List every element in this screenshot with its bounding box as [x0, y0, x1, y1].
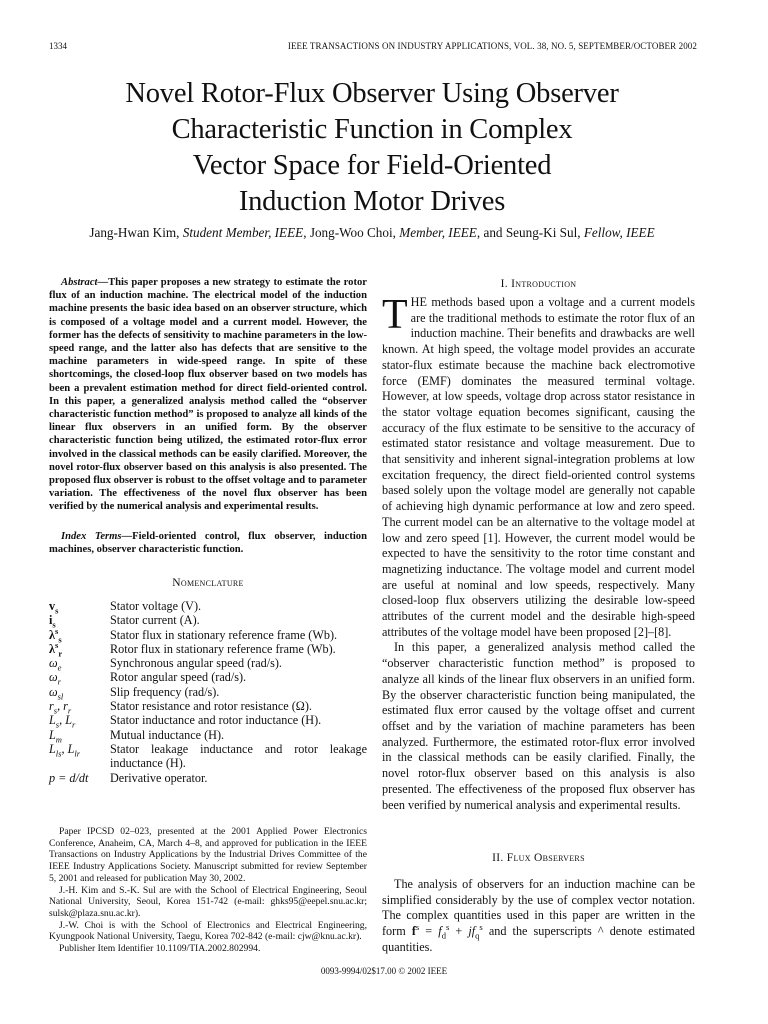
nomenclature-symbol: $\omega_e$ [49, 656, 62, 673]
index-terms-text: —Field-oriented control, flux observer, induction machines, observer characteristic function. [49, 531, 367, 556]
nomenclature-row [49, 713, 367, 730]
nomenclature-symbol: $\lambda^s_r$ [49, 639, 63, 659]
intro-body [382, 292, 695, 813]
abstract [49, 276, 367, 514]
author-list: Jang-Hwan Kim, Student Member, IEEE, Jong-Woo Choi, Member, IEEE, and Seung-Ki Sul, Fellow, IEEE [89, 225, 655, 240]
author-separator: , and [476, 225, 506, 240]
author-role: Member, IEEE [399, 225, 477, 240]
nomenclature-description: Slip frequency (rad/s). [110, 684, 220, 699]
nomenclature-description: Mutual inductance (H). [110, 727, 225, 742]
intro-paragraph: In this paper, a generalized analysis method called the “observer characteristic function method” is proposed to analyze all kinds of the linear flux observers in an unified form. By the observer characteristic function being manipulated, the estimated flux error caused by the voltage offset and current offset and by the variation of machine parameters has been analyzed. Furthermore, the estimated rotor-flux error involved in the classical methods can be easily clarified. Finally, the novel rotor-flux observer based on this analysis is also presented. The effectiveness of the proposed flux observer has been verified by numerical analysis and experimental results. [382, 640, 695, 812]
title-line: Characteristic Function in Complex [171, 114, 573, 145]
nomenclature-row [49, 727, 367, 745]
title-line: Vector Space for Field-Oriented [192, 150, 552, 181]
nomenclature-row [49, 639, 367, 659]
title-line: Novel Rotor-Flux Observer Using Observer [125, 78, 619, 109]
nomenclature-row [49, 771, 367, 785]
nomenclature-symbol: $r_s$, $r_r$ [49, 699, 72, 716]
footnote [49, 826, 367, 955]
paper-title [60, 76, 684, 220]
author-name: Seung-Ki Sul [505, 225, 578, 240]
drop-cap: T [382, 292, 408, 338]
nomenclature-symbol: $L_m$ [49, 727, 62, 745]
intro-heading [382, 278, 695, 290]
nomenclature-symbol: $L_s$, $L_r$ [49, 713, 76, 730]
nomenclature-row [49, 684, 367, 702]
section-title: Introduction [511, 278, 577, 290]
nomenclature-description: Stator current (A). [110, 613, 200, 628]
nomenclature-row [49, 613, 367, 630]
nomenclature-symbol: $\omega_r$ [49, 670, 61, 687]
section-title: Flux Observers [506, 852, 585, 864]
nomenclature-description: Stator inductance and rotor inductance (H). [110, 713, 322, 728]
nomenclature-description: Rotor angular speed (rad/s). [110, 670, 247, 685]
copyright-footer: 0093-9994/02$17.00 © 2002 IEEE [320, 966, 448, 976]
flux-text-a: The analysis of observers for an induction machine can be simplified considerably by the use of complex vector notation. The complex quantities used in this paper are written in the form [382, 877, 695, 939]
intro-paragraph-text: HE methods based upon a voltage and a current models are the traditional methods to estimate the rotor flux of an induction machine. Their benefits and drawbacks are well known. At high speed, the voltage model provides an accurate stator-flux estimate because the machine back electromotive force (EMF) dominates the measured terminal voltage. However, at low speeds, voltage drop across stator resistance in the stator voltage equation becomes significant, causing the accuracy of the flux estimate to be sensitive to the accuracy of estimated stator resistance and voltage measurement. Due to that sensitivity and inherent signal-integration problems at low excitation frequency, the direct field-oriented control systems based solely upon the voltage model are generally not capable of achieving high dynamic performance at low and zero speed. The current model can be an alternative to the voltage model at low and zero speed [1]. However, the current model would be expected to have the sensitivity to the rotor time constant and magnetizing inductance. The voltage model and current model are useful at nominal and low speeds, respectively. Many closed-loop flux observers utilizing the desirable low-speed attributes of the current model and the desirable high-speed attributes of the voltage model have been proposed [2]–[8]. [382, 295, 695, 639]
author-role: Student Member, IEEE [182, 225, 304, 240]
footnote-paragraph: Publisher Item Identifier 10.1109/TIA.2002.802994. [59, 943, 261, 955]
abstract-text: —This paper proposes a new strategy to estimate the rotor flux of an induction machine. The electrical model of the induction machine presents the basic idea based on an observer structure, which is composed of a voltage model and a current model. However, the former has the defects of sensitivity to machine parameters in the low-speed range, and the latter also has defects that are sensitive to the machine parameters in wide-speed range. In spite of these shortcomings, the closed-loop flux observer based on two models has been a prevalent estimation method for direct field-oriented control. In this paper, a generalized analysis method called the “observer characteristic function method” is proposed to analyze all kinds of the linear flux observers in an unified form. By the observer characteristic function being utilized, the estimated rotor-flux error involved in the classical methods can be easily clarified. Moreover, the novel rotor-flux observer based on this analysis is also presented. The proposed flux observer is robust to the offset voltage and to parameter variation. The effectiveness of the novel flux observer has been verified by the numerical analysis and experimental results. [49, 277, 367, 513]
nomenclature-heading: Nomenclature [172, 577, 244, 589]
page-number: 1334 [49, 41, 67, 51]
nomenclature-description: Stator flux in stationary reference frame (Wb). [110, 627, 338, 642]
index-terms-label: Index Terms [61, 531, 122, 542]
nomenclature-row [49, 670, 367, 687]
footnote-paragraph: J.-H. Kim and S.-K. Sul are with the School of Electrical Engineering, Seoul National University, Seoul, Korea 151-742 (e-mail: ghks95@eepel.snu.ac.kr; sulsk@plaza.snu.ac.kr). [49, 884, 367, 919]
nomenclature-description: Rotor flux in stationary reference frame (Wb). [110, 641, 336, 656]
nomenclature-description: Synchronous angular speed (rad/s). [110, 656, 282, 671]
nomenclature-row [49, 699, 367, 716]
footnote-paragraph: J.-W. Choi is with the School of Electronics and Electrical Engineering, Kyungpook National University, Taegu, Korea 702-842 (e-mail: cjw@knu.ac.kr). [49, 919, 367, 943]
section-number: II. [492, 852, 507, 864]
nomenclature-row [49, 599, 367, 616]
nomenclature-symbol: $\lambda^s_s$ [49, 625, 62, 645]
intro-paragraph [382, 292, 695, 640]
flux-body [382, 877, 695, 956]
section-number: I. [500, 278, 512, 290]
flux-text-b: and the superscripts ^ denote estimated quantities. [382, 924, 696, 954]
author-name: Jong-Woo Choi [309, 225, 393, 240]
flux-paragraph: The analysis of observers for an induction machine can be simplified considerably by the use of complex vector notation. The complex quantities used in this paper are written in the form $f^s = f_d^s + jf_q^s$ and the superscripts ^ denote estimated quantities. [382, 877, 696, 954]
nomenclature-table [49, 599, 367, 785]
nomenclature-symbol: $v_s$ [49, 599, 59, 616]
nomenclature-description: Stator leakage inductance and rotor leakage inductance (H). [110, 741, 367, 771]
author-name: Jang-Hwan Kim [89, 225, 177, 240]
nomenclature-symbol: $i_s$ [49, 613, 56, 630]
nomenclature-row [49, 625, 367, 645]
author-role: Fellow, IEEE [583, 225, 655, 240]
nomenclature-symbol: $\omega_{sl}$ [49, 684, 64, 702]
flux-heading [382, 852, 695, 864]
formula-vector: f [411, 924, 416, 939]
nomenclature-description: Stator voltage (V). [110, 599, 202, 613]
nomenclature-symbol: p = d/dt [49, 770, 89, 785]
nomenclature-row [49, 656, 367, 673]
nomenclature-description: Stator resistance and rotor resistance (Ω). [110, 699, 312, 714]
formula-sup: s [415, 922, 420, 933]
index-terms [49, 530, 367, 556]
journal-header: IEEE TRANSACTIONS ON INDUSTRY APPLICATIONS, VOL. 38, NO. 5, SEPTEMBER/OCTOBER 2002 [287, 41, 697, 51]
footnote-paragraph: Paper IPCSD 02–023, presented at the 2001 Applied Power Electronics Conference, Anaheim, CA, March 4–8, and approved for publication in the IEEE Transactions on Industry Applications by the Industrial Drives Committee of the IEEE Industry Applications Society. Manuscript submitted for review September 5, 2001 and released for publication May 30, 2002. [49, 826, 367, 884]
nomenclature-symbol: $L_{ls}$, $L_{lr}$ [49, 741, 81, 759]
abstract-label: Abstract [61, 277, 98, 288]
nomenclature-row [49, 742, 367, 771]
title-line: Induction Motor Drives [238, 186, 506, 217]
nomenclature-description: Derivative operator. [110, 770, 208, 785]
